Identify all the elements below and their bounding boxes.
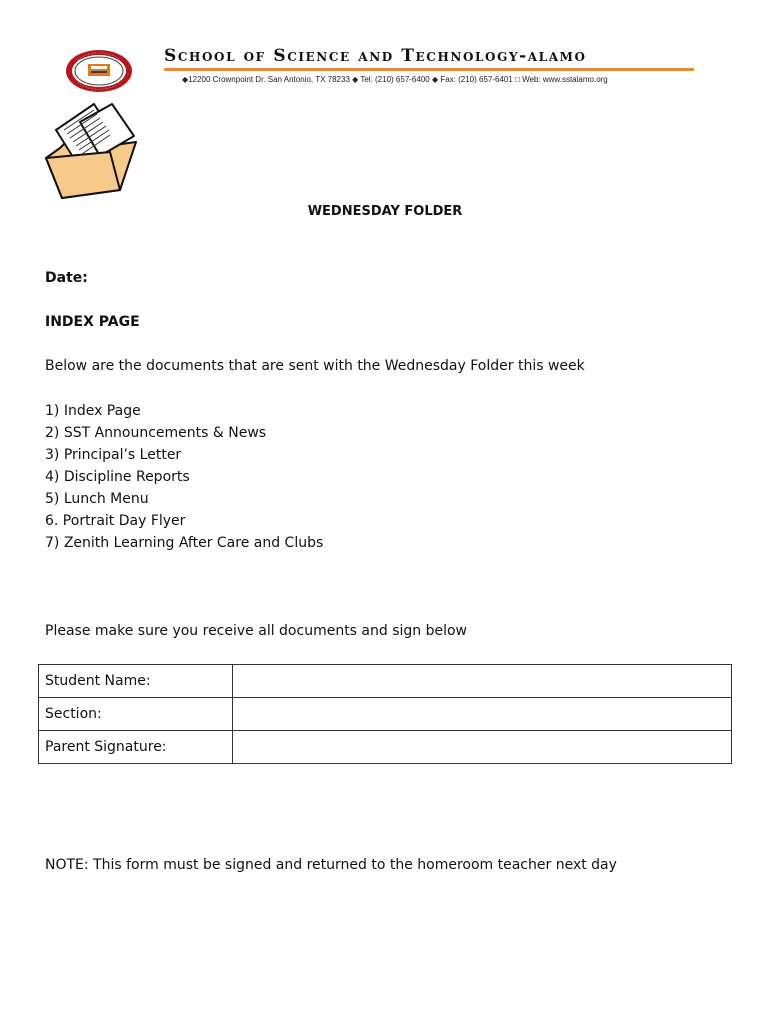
document-title: WEDNESDAY FOLDER [307, 204, 463, 219]
folder-with-papers-icon [40, 98, 140, 202]
section-label: Section: [39, 698, 233, 731]
student-name-field[interactable] [233, 665, 732, 698]
school-seal-icon [64, 48, 134, 94]
school-name: School of Science and Technology-alamo [164, 46, 587, 66]
list-item: 6. Portrait Day Flyer [45, 513, 186, 529]
list-item: 3) Principal’s Letter [45, 447, 182, 463]
signature-table [38, 664, 732, 764]
parent-signature-field[interactable] [233, 731, 732, 764]
table-row [39, 698, 732, 731]
list-item: 4) Discipline Reports [45, 469, 190, 485]
instruction-text: Please make sure you receive all documents and sign below [45, 623, 468, 639]
date-label: Date: [45, 270, 88, 286]
table-row [39, 731, 732, 764]
section-heading: INDEX PAGE [45, 314, 140, 330]
section-field[interactable] [233, 698, 732, 731]
student-name-label: Student Name: [39, 665, 233, 698]
intro-text: Below are the documents that are sent with the Wednesday Folder this week [45, 358, 585, 374]
document-list [45, 400, 323, 554]
header-rule [164, 68, 694, 71]
list-item: 7) Zenith Learning After Care and Clubs [45, 535, 324, 551]
contact-line: ◆12200 Crownpoint Dr. San Antonio, TX 78233 ◆ Tel: (210) 657-6400 ◆ Fax: (210) 657-6401 □ Web: www.sstalamo.org [182, 75, 608, 84]
parent-signature-label: Parent Signature: [39, 731, 233, 764]
letterhead [64, 44, 704, 94]
list-item: 1) Index Page [45, 403, 141, 419]
table-row [39, 665, 732, 698]
note-text: NOTE: This form must be signed and returned to the homeroom teacher next day [45, 857, 617, 873]
list-item: 5) Lunch Menu [45, 491, 149, 507]
list-item: 2) SST Announcements & News [45, 425, 267, 441]
